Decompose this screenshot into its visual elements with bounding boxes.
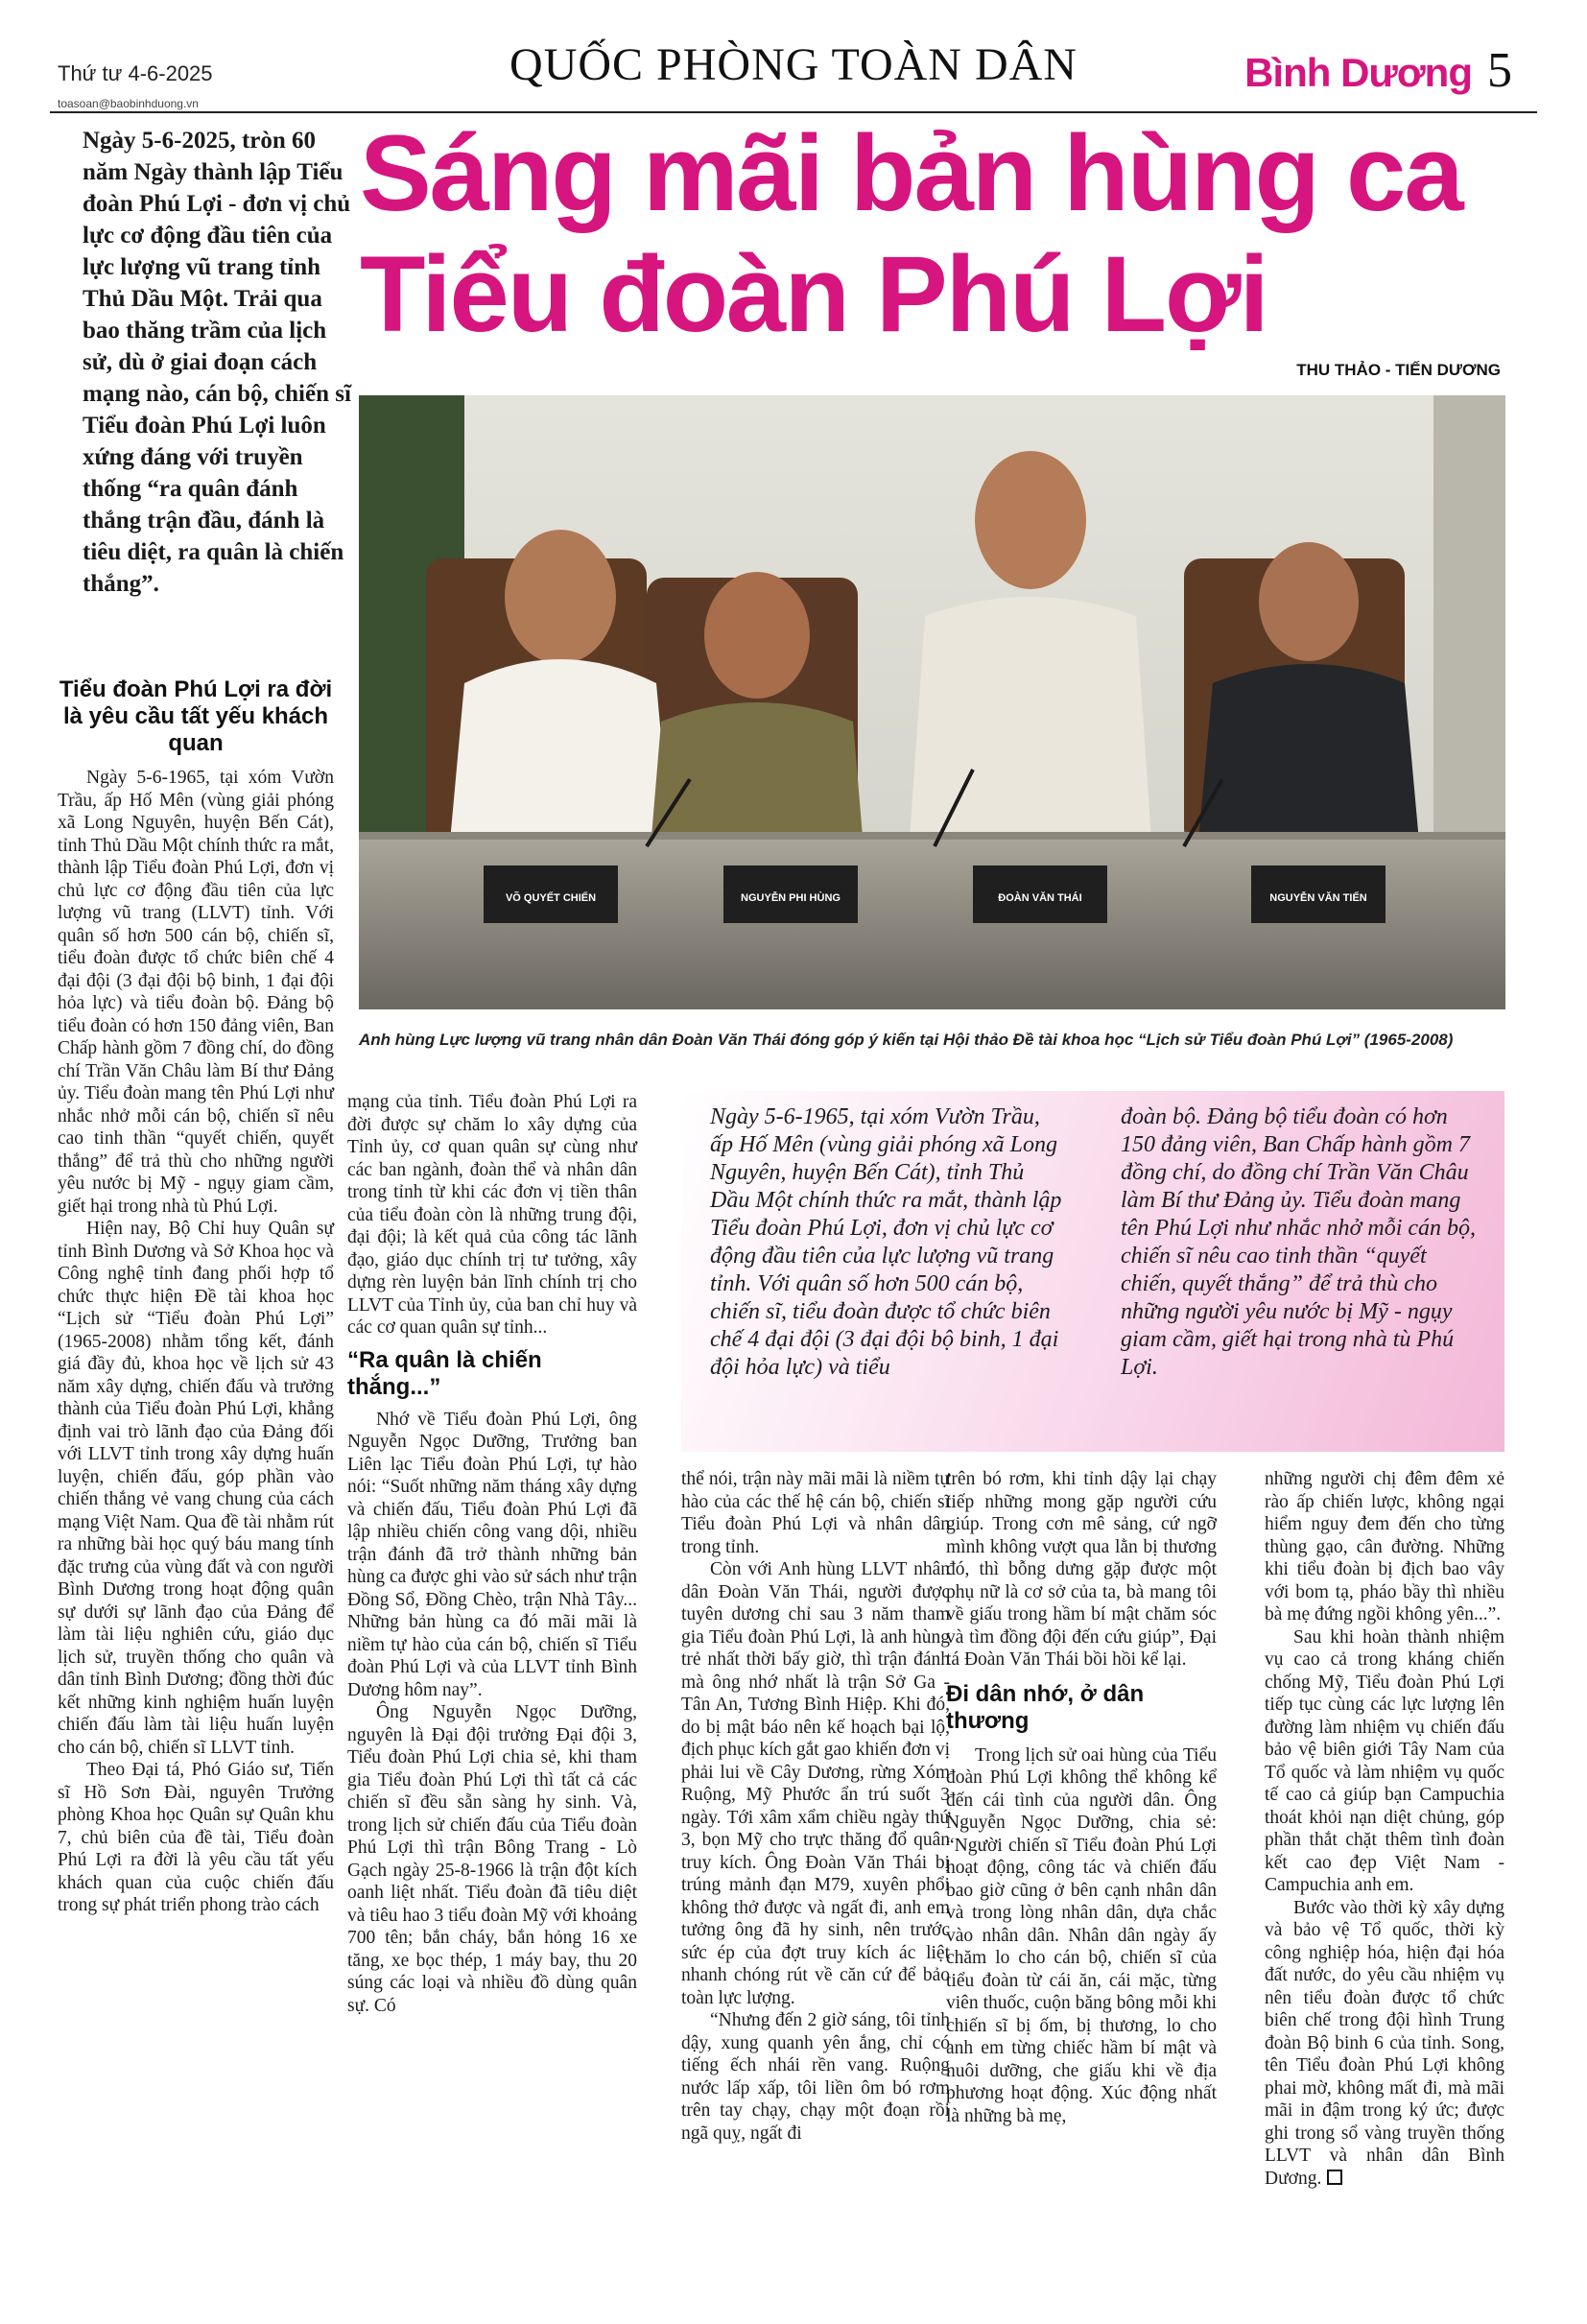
subheading-3: Đi dân nhớ, ở dân thương	[946, 1680, 1145, 1734]
paragraph: Sau khi hoàn thành nhiệm vụ cao cả trong kháng chiến chống Mỹ, Tiểu đoàn Phú Lợi tiếp tục cùng các lực lượng lên đường làm nhiệm vụ chiến đấu bảo vệ biên giới Tây Nam của Tổ quốc và làm nhiệm vụ quốc tế cao cả giúp bạn Campuchia thoát khỏi nạn diệt chủng, góp phần thắt chặt thêm tình đoàn kết cao đẹp Việt Nam - Campuchia anh em.	[1265, 1626, 1504, 1895]
newsroom-email[interactable]: toasoan@baobinhduong.vn	[58, 97, 199, 110]
paragraph: Theo Đại tá, Phó Giáo sư, Tiến sĩ Hồ Sơn Đài, nguyên Trưởng phòng Khoa học Quân sự Quân khu 7, chủ biên của đề tài, Tiểu đoàn Phú Lợi ra đời là yêu cầu tất yếu khách quan của cuộc chiến đấu trong sự phát triển phong trào cách	[58, 1760, 334, 1915]
headline	[360, 113, 1550, 355]
nameplate-4-text: NGUYỄN VĂN TIẾN	[1269, 892, 1367, 904]
nameplate-3-text: ĐOÀN VĂN THÁI	[998, 892, 1082, 904]
end-mark-icon	[1327, 2170, 1342, 2185]
paragraph: mạng của tỉnh. Tiểu đoàn Phú Lợi ra đời được sự chăm lo xây dựng của Tỉnh ủy, cơ quan quân sự cùng như các ban ngành, đoàn thể và nhân dân trong tỉnh từ khi các đơn vị tiền thân của tiểu đoàn còn là những trung đội, đại đội; là kết quả của công tác lãnh đạo, giáo dục chính trị tư tưởng, xây dựng rèn luyện bản lĩnh chính trị cho LLVT của Tỉnh ủy, của ban chỉ huy và các cơ quan quân sự tỉnh...	[347, 1092, 637, 1338]
issue-date: Thứ tư 4-6-2025	[58, 61, 213, 85]
article-column-2	[347, 1091, 637, 2017]
newspaper-logo: Bình Dương	[1244, 50, 1472, 95]
meeting-photo	[359, 395, 1505, 1009]
paragraph: những người chị đêm đêm xẻ rào ấp chiến lược, không ngại hiểm nguy đem đến cho từng thùng gạo, cân đường. Những khi tiểu đoàn bị địch bao vây với bom tạ, pháo bầy thì nhiều bà mẹ đứng ngồi không yên...”.	[1265, 1469, 1504, 1624]
meeting-photo-illustration	[359, 395, 1505, 1009]
paragraph: trên bó rơm, khi tỉnh dậy lại chạy tiếp những mong gặp người cứu giúp. Trong cơn mê sảng, cứ ngỡ mình không vượt qua lằn bị thương đó, thì bỗng dưng gặp được một phụ nữ là cơ sở của ta, bà mang tôi về giấu trong hầm bí mật chăm sóc và tìm đồng đội đến cứu giúp”, Đại tá Đoàn Văn Thái bồi hồi kể lại.	[946, 1469, 1217, 1670]
article-column-3	[681, 1468, 950, 2145]
page-number: 5	[1487, 43, 1512, 98]
paragraph: Ông Nguyễn Ngọc Dưỡng, nguyên là Đại đội trưởng Đại đội 3, Tiểu đoàn Phú Lợi chia sẻ, khi tham gia Tiểu đoàn Phú Lợi thì tất cả các chiến sĩ đều sẵn sàng hy sinh. Và, trong lịch sử chiến đấu của Tiểu đoàn Phú Lợi thì trận Bông Trang - Lò Gạch ngày 25-8-1966 là trận đột kích oanh liệt nhất. Tiểu đoàn đã tiêu diệt và tiêu hao 3 tiểu đoàn Mỹ với khoảng 700 tên; bắn cháy, bắn hỏng 16 xe tăng, xe bọc thép, 1 máy bay, thu 20 súng các loại và nhiều đồ dùng quân sự. Có	[347, 1702, 637, 2016]
paragraph: Ngày 5-6-1965, tại xóm Vườn Trầu, ấp Hố Mên (vùng giải phóng xã Long Nguyên, huyện Bến Cát), tỉnh Thủ Dầu Một chính thức ra mắt, thành lập Tiểu đoàn Phú Lợi, đơn vị chủ lực cơ động đầu tiên của lực lượng vũ trang (LLVT) tỉnh. Với quân số hơn 500 cán bộ, chiến sĩ, tiểu đoàn được tổ chức biên chế 4 đại đội (3 đại đội bộ binh, 1 đại đội hỏa lực) và tiểu đoàn bộ. Đảng bộ tiểu đoàn có hơn 150 đảng viên, Ban Chấp hành gồm 7 đồng chí, do đồng chí Trần Văn Châu làm Bí thư Đảng ủy. Tiểu đoàn mang tên Phú Lợi như nhắc nhở mỗi cán bộ, chiến sĩ nêu cao tinh thần “quyết chiến, quyết thắng” để trả thù cho những người yêu nước bị Mỹ - ngụy giam cầm, giết hại trong nhà tù Phú Lợi.	[58, 768, 334, 1217]
final-paragraph	[1265, 1897, 1504, 2191]
final-paragraph-text: Bước vào thời kỳ xây dựng và bảo vệ Tổ quốc, thời kỳ công nghiệp hóa, hiện đại hóa đất nước, do yêu cầu nhiệm vụ nên tiểu đoàn được tổ chức biên chế trong đội hình Trung đoàn Bộ binh 6 của tỉnh. Song, tên Tiểu đoàn Phú Lợi không phai mờ, không mất đi, mà mãi mãi in đậm trong ký ức; được ghi trong sổ vàng truyền thống LLVT và nhân dân Bình Dương.	[1265, 1897, 1504, 2189]
paragraph: thể nói, trận này mãi mãi là niềm tự hào của các thế hệ cán bộ, chiến sĩ Tiểu đoàn Phú Lợi và nhân dân trong tỉnh.	[681, 1469, 950, 1557]
headline-line-2: Tiểu đoàn Phú Lợi	[360, 234, 1267, 354]
pull-quote-column-1: Ngày 5-6-1965, tại xóm Vườn Trầu, ấp Hố Mên (vùng giải phóng xã Long Nguyên, huyện Bến Cát), tỉnh Thủ Dầu Một chính thức ra mắt, thành lập Tiểu đoàn Phú Lợi, đơn vị chủ lực cơ động đầu tiên của lực lượng vũ trang tỉnh. Với quân số hơn 500 cán bộ, chiến sĩ, tiểu đoàn được tổ chức biên chế 4 đại đội (3 đại đội bộ binh, 1 đại đội hỏa lực) và tiểu	[710, 1104, 1062, 1380]
paragraph: “Nhưng đến 2 giờ sáng, tôi tỉnh dậy, xung quanh yên ắng, chỉ có tiếng ếch nhái rền vang. Ruộng nước lấp xấp, tôi liền ôm bó rơm trên tay chạy, chạy một đoạn rồi ngã quỵ, ngất đi	[681, 2010, 950, 2144]
nameplate-2-text: NGUYỄN PHI HÙNG	[741, 892, 841, 904]
photo-caption: Anh hùng Lực lượng vũ trang nhân dân Đoàn Văn Thái đóng góp ý kiến tại Hội thảo Đề tài khoa học “Lịch sử Tiểu đoàn Phú Lợi” (1965-2008)	[359, 1031, 1454, 1049]
paragraph: Nhớ về Tiểu đoàn Phú Lợi, ông Nguyễn Ngọc Dưỡng, Trưởng ban Liên lạc Tiểu đoàn Phú Lợi, tự hào nói: “Suốt những năm tháng xây dựng và chiến đấu, Tiểu đoàn Phú Lợi đã lập nhiều chiến công vang dội, nhiều trận đánh đã trở thành những bản hùng ca được ghi vào sử sách như trận Đồng Sổ, Đồng Chèo, trận Nhà Tây... Những bản hùng ca đó mãi mãi là niềm tự hào của cán bộ, chiến sĩ Tiểu đoàn Phú Lợi và của LLVT tỉnh Bình Dương hôm nay”.	[347, 1409, 637, 1700]
section-title: QUỐC PHÒNG TOÀN DÂN	[509, 39, 1078, 90]
paragraph: Hiện nay, Bộ Chỉ huy Quân sự tỉnh Bình Dương và Sở Khoa học và Công nghệ tỉnh đang phối hợp tổ chức thực hiện Đề tài khoa học “Lịch sử “Tiểu đoàn Phú Lợi” (1965-2008) nhằm tổng kết, đánh giá đầy đủ, khoa học về lịch sử 43 năm xây dựng, chiến đấu và trưởng thành của Tiểu đoàn Phú Lợi, khẳng định vai trò lãnh đạo của Đảng đối với LLVT tỉnh trong xây dựng huấn luyện, chiến đấu, góp phần vào chiến thắng vẻ vang chung của cách mạng Việt Nam. Qua đề tài nhằm rút ra những bài học quý báu mang tính đặc trưng của vùng đất và con người Bình Dương trong hoạt động quân sự dưới sự lãnh đạo của Đảng để làm tài liệu nghiên cứu, giáo dục lịch sử, truyền thống cho quân và dân tỉnh Bình Dương; đồng thời đúc kết những kinh nghiệm huấn luyện chiến đấu làm tài liệu huấn luyện cho cán bộ, chiến sĩ LLVT tỉnh.	[58, 1219, 334, 1758]
paragraph: Trong lịch sử oai hùng của Tiểu đoàn Phú Lợi không thể không kể đến cái tình của người dân. Ông Nguyễn Ngọc Dưỡng, chia sẻ: “Người chiến sĩ Tiểu đoàn Phú Lợi hoạt động, công tác và chiến đấu bao giờ cũng ở bên cạnh nhân dân và trong lòng nhân dân, dựa chắc vào nhân dân. Nhân dân ngày ấy chăm lo cho cán bộ, chiến sĩ của tiểu đoàn từ cái ăn, cái mặc, từng viên thuốc, cuộn băng bông mỗi khi chiến sĩ bị ốm, bị thương, lo cho anh em từng chiếc hầm bí mật và nuôi dưỡng, che giấu khi về địa phương hoạt động. Xúc động nhất là những bà mẹ,	[946, 1744, 1217, 2126]
headline-line-1: Sáng mãi bản hùng ca	[360, 113, 1462, 233]
subheading-1: Tiểu đoàn Phú Lợi ra đời là yêu cầu tất yếu khách quan	[59, 676, 333, 756]
subheading-2: “Ra quân là chiến thắng...”	[347, 1346, 542, 1400]
nameplate-1-text: VÕ QUYẾT CHIẾN	[505, 892, 597, 904]
lead-paragraph: Ngày 5-6-2025, tròn 60 năm Ngày thành lập Tiểu đoàn Phú Lợi - đơn vị chủ lực cơ động đầu tiên của lực lượng vũ trang tỉnh Thủ Dầu Một. Trải qua bao thăng trầm của lịch sử, dù ở giai đoạn cách mạng nào, cán bộ, chiến sĩ Tiểu đoàn Phú Lợi luôn xứng đáng với truyền thống “ra quân đánh thắng trận đầu, đánh là tiêu diệt, ra quân là chiến thắng”.	[83, 128, 351, 597]
byline: THU THẢO - TIẾN DƯƠNG	[1296, 361, 1501, 379]
pull-quote-column-2: đoàn bộ. Đảng bộ tiểu đoàn có hơn 150 đảng viên, Ban Chấp hành gồm 7 đồng chí, do đồng chí Trần Văn Châu làm Bí thư Đảng ủy. Tiểu đoàn mang tên Phú Lợi như nhắc nhở mỗi cán bộ, chiến sĩ nêu cao tinh thần “quyết chiến, quyết thắng” để trả thù cho những người yêu nước bị Mỹ - ngụy giam cầm, giết hại trong nhà tù Phú Lợi.	[1121, 1104, 1477, 1380]
article-column-4	[946, 1468, 1217, 2127]
article-column-1	[58, 676, 334, 1917]
article-column-5	[1265, 1468, 1504, 2190]
paragraph: Còn với Anh hùng LLVT nhân dân Đoàn Văn Thái, người được tuyên dương chỉ sau 3 năm tham gia Tiểu đoàn Phú Lợi, là anh hùng trẻ nhất thời bấy giờ, thì trận đánh mà ông nhớ nhất là trận Sở Ga - Tân An, Tương Bình Hiệp. Khi đó, do bị mật báo nên kế hoạch bại lộ, địch phục kích gắt gao khiến đơn vị phải lui về Cây Dương, rừng Xóm Ruộng, Mỹ Phước ẩn trú suốt 3 ngày. Tới xâm xẩm chiều ngày thứ 3, bọn Mỹ cho trực thăng đổ quân truy kích. Ông Đoàn Văn Thái bị trúng mảnh đạn M79, xuyên phổi không thở được và ngất đi, anh em tưởng ông đã hy sinh, nên trước sức ép của đợt truy kích ác liệt nhanh chóng rút về căn cứ để bảo toàn lực lượng.	[681, 1559, 950, 2008]
